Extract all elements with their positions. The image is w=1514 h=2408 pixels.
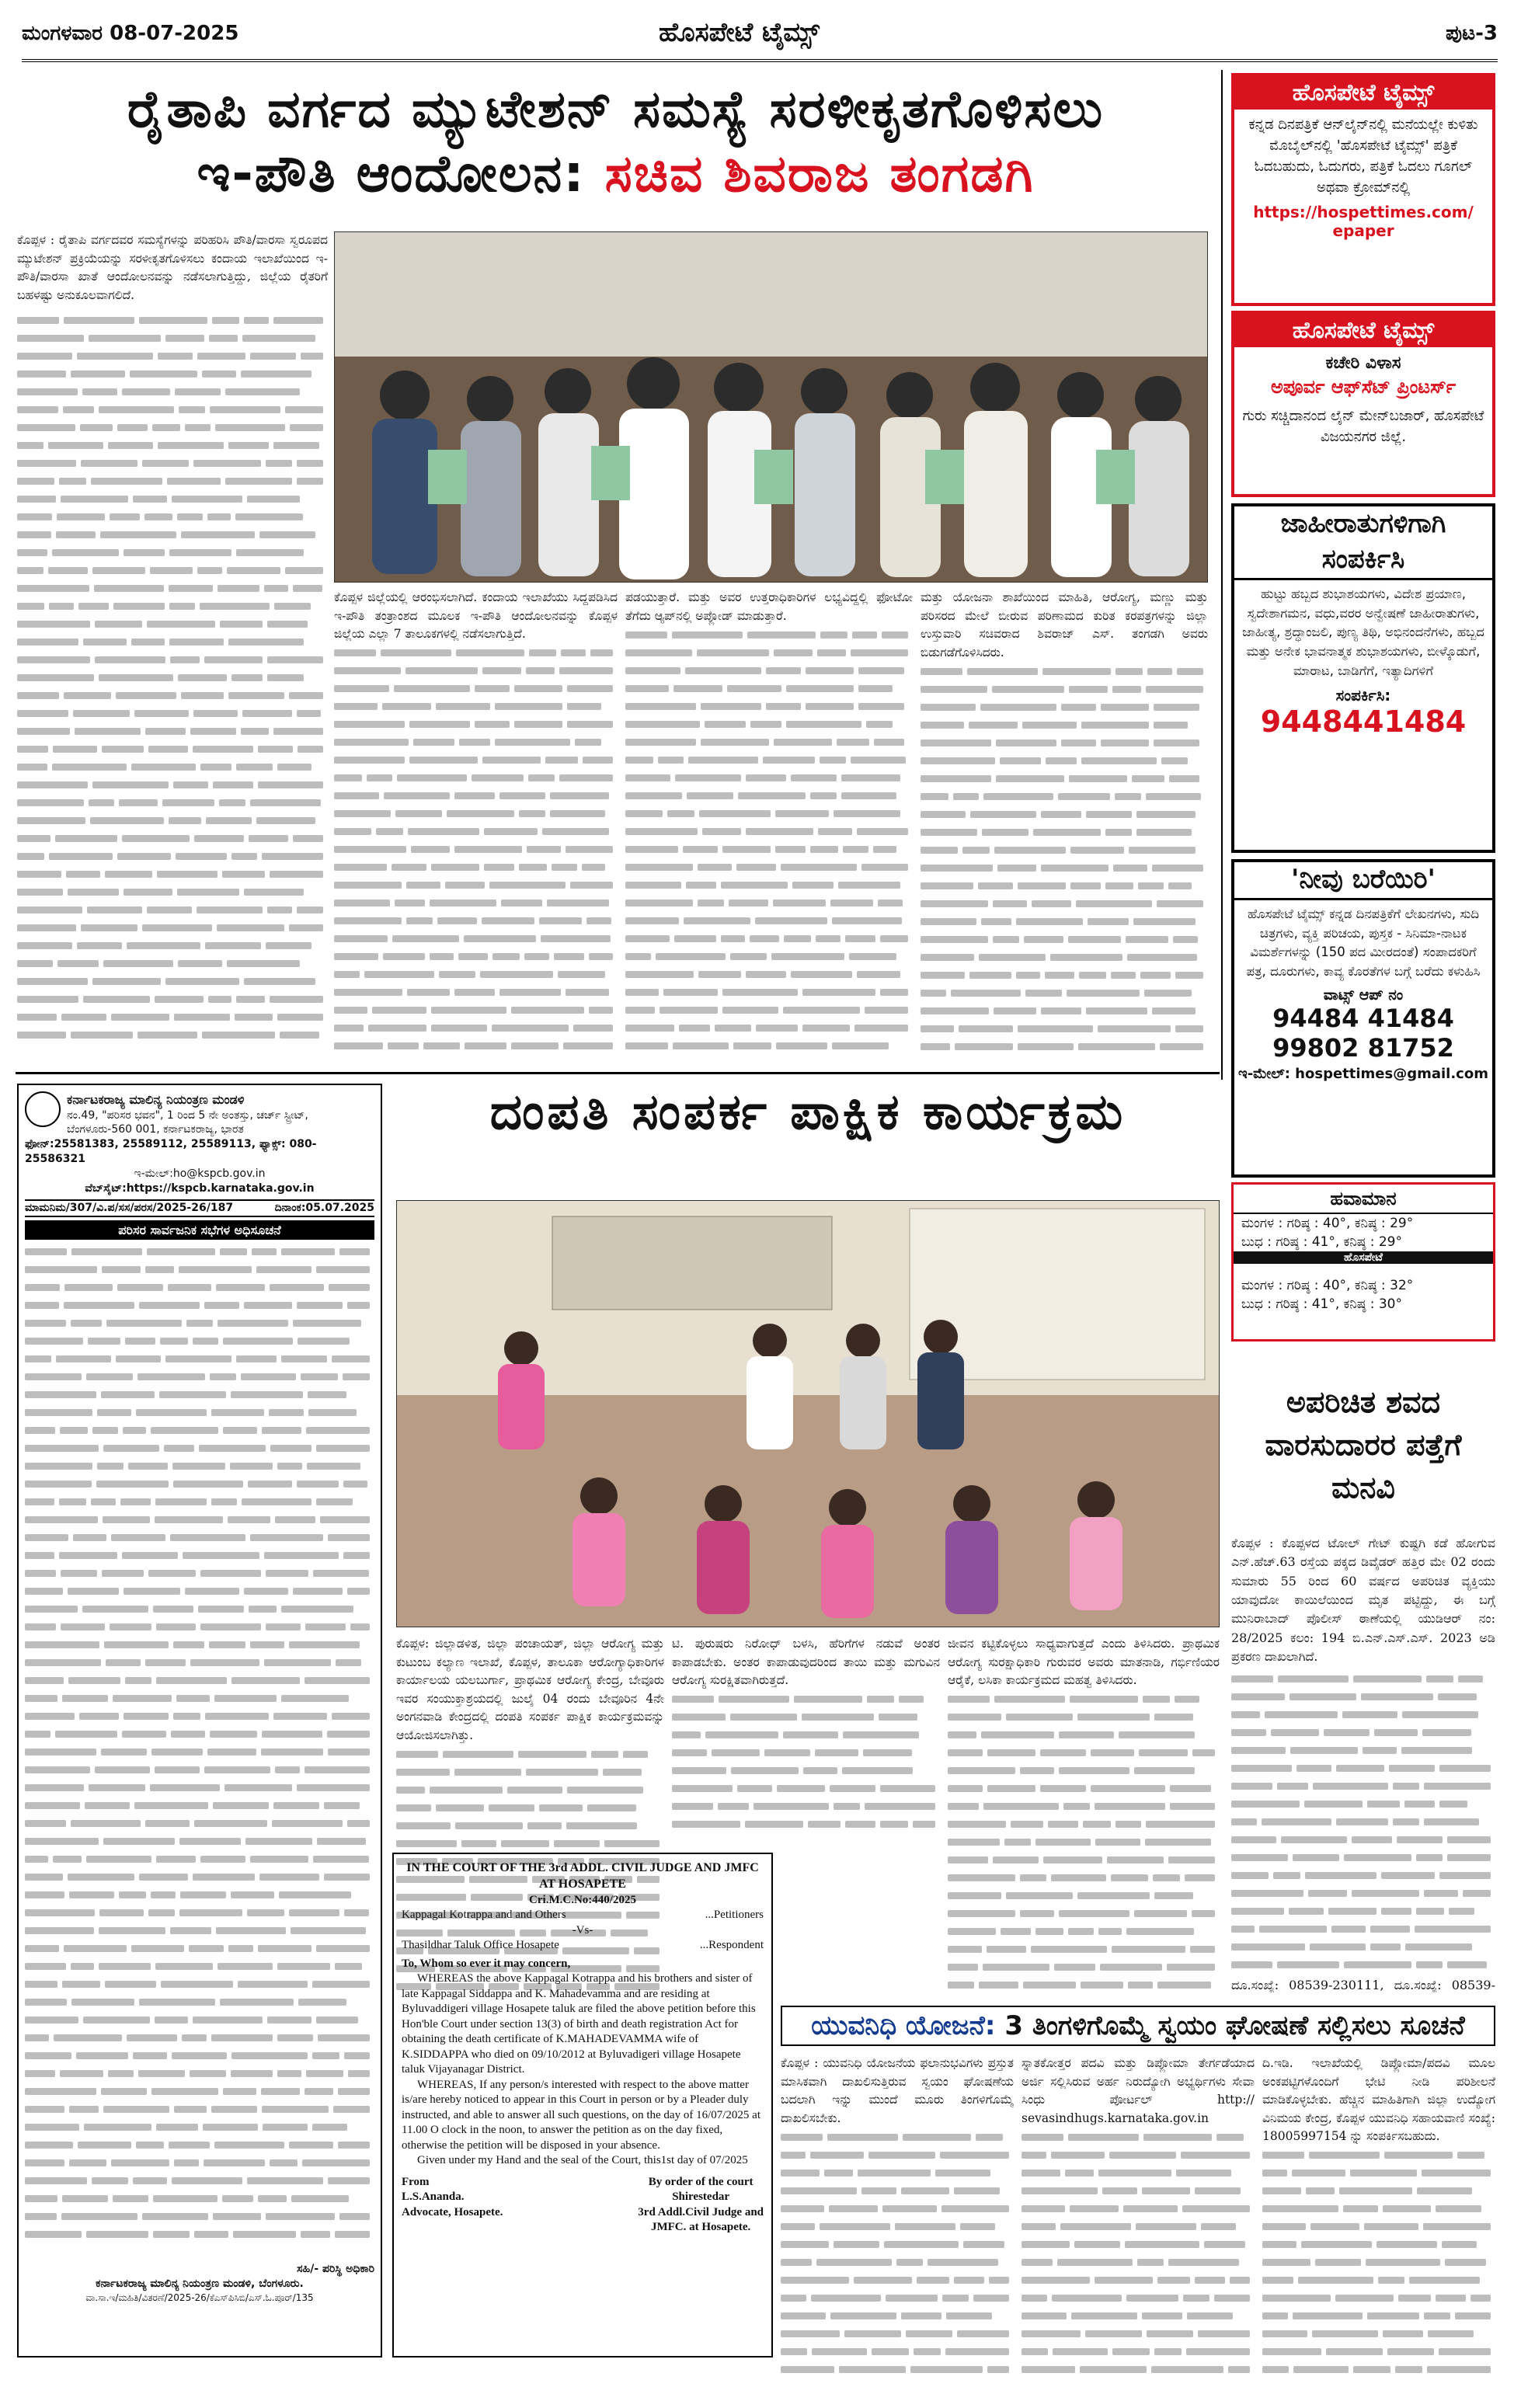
ads-phone[interactable]: 9448441484: [1260, 704, 1467, 739]
epaper-link-1[interactable]: https://hospettimes.com/: [1253, 203, 1474, 221]
whatsapp-label: ವಾಟ್ಸ್ ಆಪ್ ನಂ: [1323, 986, 1404, 1004]
printer-name: ಅಪೂರ್ವ ಆಫ್‌ಸೆಟ್ ಪ್ರಿಂಟರ್ಸ್: [1270, 376, 1457, 398]
epaper-box-text: ಕನ್ನಡ ದಿನಪತ್ರಿಕೆ ಆನ್‌ಲೈನ್‌ನಲ್ಲಿ ಮನೆಯಲ್ಲೇ ಕುಳಿತು ಮೊಬೈಲ್‌ನಲ್ಲಿ 'ಹೊಸಪೇಟೆ ಟೈಮ್ಸ್' ಪತ್ರಿಕೆ ಓದಬಹುದು, ಓದುಗರು, ಪತ್ರಿಕೆ ಓದಲು ಗೂಗಲ್ ಅಥವಾ ಕ್ರೋಮ್‌ನಲ್ಲಿ: [1248, 117, 1478, 196]
lead-headline-part-a: ಇ-ಪೌತಿ ಆಂದೋಲನ:: [197, 143, 586, 204]
ads-text: ಹುಟ್ಟು ಹಬ್ಬದ ಶುಭಾಶಯಗಳು, ವಿದೇಶ ಪ್ರಯಾಣ, ಸ್ವದೇಶಾಗಮನ, ವಧು,ವರರ ಅನ್ವೇಷಣೆ ಜಾಹೀರಾತುಗಳು, ಜಾಹೀತ್ಯ, ಶ್ರದ್ಧಾಂಜಲಿ, ಪುಣ್ಯ ತಿಥಿ, ಅಭಿನಂದನೆಗಳು, ಹಬ್ಬದ ಮತ್ತು ಅನೇಕ ಭಾವನಾತ್ಮಕ ಶುಭಾಶಯಗಳು, ಬೀಳ್ಕೊಡುಗೆ, ಮಾರಾಟ, ಬಾಡಿಗೆಗೆ, ಇತ್ಯಾದಿಗಳಿಗೆ: [1242, 586, 1484, 678]
kspcb-date: ದಿನಾಂಕ:05.07.2025: [274, 1201, 374, 1214]
third-col-1-text: ಕೊಪ್ಪಳ : ಯುವನಿಧಿ ಯೋಜನೆಯ ಫಲಾನುಭವಿಗಳು ಪ್ರಸ್ತುತ ಮಾಸಿಕವಾಗಿ ದಾಖಲಿಸುತ್ತಿರುವ ಸ್ವಯಂ ಘೋಷಣೆಯ ಬದಲಾಗಿ ಇನ್ನು ಮುಂದೆ ಮೂರು ತಿಂಗಳಿಗೊಮ್ಮೆ ದಾಖಲಿಸಬೇಕು.: [781, 2056, 1014, 2125]
kspcb-ref: ಮಾಮನಿಮ/307/ವಿ.ಪ/ಸಸ/ಪರಸ/2025-26/187: [25, 1201, 234, 1214]
lead-col-4: [921, 589, 1208, 1063]
lead-col-4-filler: [921, 662, 1208, 1055]
office-address: ಗುರು ಸಚ್ಚಿದಾನಂದ ಲೈನ್ ಮೇನ್‌ಬಜಾರ್, ಹೊಸಪೇಟೆ ವಿಜಯನಗರ ಜಿಲ್ಲೆ.: [1242, 408, 1484, 445]
write-box: [1231, 859, 1495, 1178]
court-party-1: Kappagal Kotrappa and and Others: [402, 1909, 566, 1922]
lead-col-3-text: ಪಡಯುತ್ತಾರೆ. ಮತ್ತು ಅವರ ಉತ್ತರಾಧಿಕಾರಿಗಳ ಲಭ್ಯವಿದ್ದಲ್ಲಿ ಫೋಟೋ ತೆಗೆದು ಆ್ಯಪ್‌ನಲ್ಲಿ ಅಪ್ಲೋಡ್ ಮಾಡುತ್ತಾರೆ.: [625, 590, 913, 623]
kspcb-address: ನಂ.49, "ಪರಿಸರ ಭವನ", 1 ರಿಂದ 5 ನೇ ಅಂತಸ್ತು, ಚರ್ಚ್ ಸ್ಟ್ರೀಟ್, ಬೆಂಗಳೂರು-560 001, ಕರ್ನಾಟಕರಾಜ್ಯ, ಭಾರತ: [67, 1108, 308, 1136]
kspcb-footer-org: ಕರ್ನಾಟಕರಾಜ್ಯ ಮಾಲಿನ್ಯ ನಿಯಂತ್ರಣ ಮಂಡಳಿ, ಬೆಂಗಳೂರು.: [96, 2278, 304, 2291]
office-label: ಕಚೇರಿ ವಿಳಾಸ: [1325, 353, 1401, 373]
second-headline: ದಂಪತಿ ಸಂಪರ್ಕ ಪಾಕ್ಷಿಕ ಕಾರ್ಯಕ್ರಮ: [489, 1084, 1126, 1141]
ads-box: [1231, 503, 1495, 853]
kspcb-sign: ಸಹಿ/- ಪರಿಸ್ಥಿ ಅಧಿಕಾರಿ: [297, 2263, 374, 2276]
page-number: ಪುಟ-3: [1445, 22, 1498, 45]
third-col-2-text: ಸ್ನಾತಕೋತ್ತರ ಪದವಿ ಮತ್ತು ಡಿಪ್ಲೋಮಾ ತೇರ್ಗಡೆಯಾದ ಅರ್ಜಿ ಸಲ್ಲಿಸಿರುವ ಅರ್ಹ ನಿರುದ್ಯೋಗಿ ಅಭ್ಯರ್ಥಿಗಳು ಸೇವಾ ಸಿಂಧು ಪೋರ್ಟಲ್ http:// sevasindhugs.karnataka.gov.in: [1022, 2056, 1255, 2125]
court-body-1: WHEREAS the above Kappagal Kotrappa and his brothers and sister of late Kappagal Siddappa and K. Mahadevamma and are residing at Byluvaddigeri village Hosapete taluk are filed the above petition before this Hon'ble Court under section 13(3) of birth and death registration Act for obtaining the death certificate of K.MAHADEVAMMA wife of K.SIDDAPPA who died on 09/10/2012 at Byluvadigeri village Hosapete taluk Vijayanagar District.: [402, 1972, 756, 2076]
court-party-2-role: ...Respondent: [699, 1939, 764, 1952]
side-story-headline: ಅಪರಿಚಿತ ಶವದ ವಾರಸುದಾರರ ಪತ್ತೆಗೆ ಮನವಿ: [1265, 1385, 1462, 1505]
epaper-box-title: ಹೊಸಪೇಟೆ ಟೈಮ್ಸ್: [1234, 76, 1492, 110]
kspcb-phone: ಫೋನ್:25581383, 25589112, 25589113, ಫ್ಯಾಕ್ಸ್: 080-25586321: [25, 1138, 317, 1166]
court-title: IN THE COURT OF THE 3rd ADDL. CIVIL JUDGE AND JMFC AT HOSAPETE: [406, 1861, 759, 1891]
lead-col-4-text: ಮತ್ತು ಯೋಜನಾ ಶಾಖೆಯಿಂದ ಮಾಹಿತಿ, ಆರೋಗ್ಯ, ಮಣ್ಣು ಮತ್ತು ಪರಿಸರದ ಮೇಲೆ ಬೀರುವ ಪರಿಣಾಮದ ಕುರಿತ ಕರಪತ್ರಗಳನ್ನು ಜಿಲ್ಲಾ ಉಸ್ತುವಾರಿ ಸಚಿವರಾದ ಶಿವರಾಜ್ ಎಸ್. ತಂಗಡಗಿ ಅವರು ಬಿಡುಗಡೆಗೊಳಿಸಿದರು.: [921, 590, 1208, 659]
court-party-2-row: [402, 1938, 764, 1954]
write-email[interactable]: ಇ-ಮೇಲ್: hospettimes@gmail.com: [1238, 1065, 1488, 1082]
lead-col-1: [17, 231, 328, 1063]
kspcb-header: [25, 1091, 374, 1137]
lead-photo: [334, 231, 1208, 583]
court-advocate-name: L.S.Ananda.: [402, 2191, 465, 2204]
lead-headline: [16, 78, 1216, 206]
kspcb-footer-ref: ವಾ.ಸಾ.ಇ/ಮಹಿತಿ/ವಿತರಣೆ/2025-26/ಕೆಎಸ್‌ಪಿಸಿಬಿ/ಎಸ್.ಓ.ಪೂರ್/135: [85, 2292, 314, 2304]
write-phone-1[interactable]: 94484 41484: [1272, 1003, 1454, 1033]
lead-col-1-filler: [17, 311, 328, 1043]
court-footer: [402, 2175, 764, 2236]
court-to: To, Whom so ever it may concern,: [402, 1957, 571, 1970]
court-order-block: [638, 2175, 764, 2236]
sidebar-divider: [1221, 70, 1223, 1080]
kspcb-org: ಕರ್ನಾಟಕರಾಜ್ಯ ಮಾಲಿನ್ಯ ನಿಯಂತ್ರಣ ಮಂಡಳಿ: [67, 1092, 245, 1107]
second-photo: [396, 1200, 1220, 1627]
lead-dateline: ಕೊಪ್ಪಳ : ರೈತಾಪಿ ವರ್ಗದವರ ಸಮಸ್ಯೆಗಳನ್ನು ಪರಿಹರಿಸಿ ಪೌತಿ/ವಾರಸಾ ಸ್ವರೂಪದ ಮ್ಯುಟೇಶನ್ ಪ್ರಕ್ರಿಯೆಯನ್ನು ಸರಳೀಕೃತಗೊಳಿಸಲು ಕಂದಾಯ ಇಲಾಖೆಯಿಂದ ಇ-ಪೌತಿ/ವಾರಸಾ ಖಾತೆ ಆಂದೋಲನವನ್ನು ನಡೆಸಲಾಗುತ್ತಿದ್ದು, ಜಿಲ್ಲೆಯ ರೈತರಿಗೆ ಬಹಳಷ್ಟು ಅನುಕೂಲವಾಗಲಿದೆ.: [17, 233, 328, 302]
court-party-1-role: ...Petitioners: [705, 1909, 764, 1922]
third-col-3-filler: [1262, 2146, 1495, 2378]
court-party-1-row: [402, 1908, 764, 1923]
lead-divider: [16, 1072, 1220, 1074]
lead-col-3: [625, 589, 913, 1063]
write-phone-2[interactable]: 99802 81752: [1272, 1032, 1454, 1063]
side-story-text: ಕೊಪ್ಪಳ : ಕೊಪ್ಪಳದ ಟೋಲ್ ಗೇಟ್ ಕುಷ್ಟಗಿ ಕಡೆ ಹೋಗುವ ಎನ್.ಹೆಚ್.63 ರಸ್ತೆಯ ಪಕ್ಕದ ಡಿವೈಡರ್ ಹತ್ತಿರ ಮೇ 02 ರಂದು ಸುಮಾರು 55 ರಿಂದ 60 ವರ್ಷದ ಅಪರಿಚಿತ ವ್ಯಕ್ತಿಯು ಯಾವುದೋ ಕಾಯಿಲೆಯಿಂದ ಮೃತ ಪಟ್ಟಿದ್ದು, ಈ ಬಗ್ಗೆ ಮುನಿರಾಬಾದ್ ಪೊಲೀಸ್ ಠಾಣೆಯಲ್ಲಿ ಯುಡಿಆರ್ ನಂ: 28/2025 ಕಲಂ: 194 ಬಿ.ಎನ್.ಎಸ್.ಎಸ್. 2023 ಅಡಿ ಪ್ರಕರಣ ದಾಖಲಾಗಿದೆ.: [1231, 1536, 1495, 1664]
lead-col-2: [334, 589, 618, 1063]
office-box-title: ಹೊಸಪೇಟೆ ಟೈಮ್ಸ್: [1234, 314, 1492, 347]
third-col-2-filler: [1022, 2128, 1255, 2378]
write-text: ಹೊಸಪೇಟೆ ಟೈಮ್ಸ್ ಕನ್ನಡ ದಿನಪತ್ರಿಕೆಗೆ ಲೇಖನಗಳು, ಸುದಿ ಚಿತ್ರಗಳು, ವ್ಯಕ್ತಿ ಪರಿಚಯ, ಪುಸ್ತಕ - ಸಿನಿಮಾ-ನಾಟಕ ವಿಮರ್ಶೆಗಳನ್ನು (150 ಪದ ಮೀರದಂತೆ) ಸಂಪಾದಕರಿಗೆ ಪತ್ರ, ದೂರುಗಳು, ಕಾವ್ಯ ಕೊರತೆಗಳ ಬಗ್ಗೆ ಬರೆದು ಕಳುಹಿಸಿ: [1246, 906, 1481, 980]
court-case: Cri.M.C.No:440/2025: [529, 1893, 636, 1906]
court-notice: [392, 1853, 773, 2358]
masthead-date: ಮಂಗಳವಾರ 08-07-2025: [22, 22, 239, 45]
second-col-3-text: ಜೀವನ ಕಟ್ಟಿಕೊಳ್ಳಲು ಸಾಧ್ಯವಾಗುತ್ತದೆ ಎಂದು ತಿಳಿಸಿದರು. ಪ್ರಾಥಮಿಕ ಆರೋಗ್ಯ ಸುರಕ್ಷಾಧಿಕಾರಿ ಗುರುವರ ಅವರು ಮಾತನಾಡಿ, ಗರ್ಭಿಣಿಯರ ಆರೈಕೆ, ಲಸಿಕಾ ಕಾರ್ಯಕ್ರಮದ ಮಹತ್ವ ತಿಳಿಸಿದರು.: [948, 1637, 1220, 1688]
paper-name: ಹೊಸಪೇಟೆ ಟೈಮ್ಸ್: [659, 17, 820, 48]
second-col-2-filler: [672, 1690, 940, 1833]
side-story-filler: [1231, 1669, 1495, 1973]
lead-photo-people: [335, 232, 1208, 583]
weather-row-1: ಮಂಗಳ : ಗರಿಷ್ಠ : 40°, ಕನಿಷ್ಠ : 29°: [1241, 1216, 1414, 1231]
weather-city: ಹೊಸಪೇಟೆ: [1234, 1251, 1493, 1264]
masthead: [22, 17, 1498, 62]
lead-col-3-filler: [625, 625, 913, 1054]
third-col-2: [1022, 2055, 1255, 2396]
kspcb-logo-icon: [25, 1091, 61, 1127]
epaper-link-2[interactable]: epaper: [1332, 221, 1394, 240]
court-order: By order of the court: [648, 2175, 754, 2188]
third-col-3-text: ದಿ.ಇಡಿ. ಇಲಾಖೆಯಲ್ಲಿ ಡಿಪ್ಲೋಮಾ/ಪದವಿ ಮೂಲ ಅಂಕಪಟ್ಟಿಗಳೊಂದಿಗೆ ಭೇಟಿ ನೀಡಿ ಪರಿಶೀಲನೆ ಮಾಡಿಕೊಳ್ಳಬೇಕು. ಹೆಚ್ಚಿನ ಮಾಹಿತಿಗಾಗಿ ಜಿಲ್ಲಾ ಉದ್ಯೋಗ ವಿನಿಮಯ ಕೇಂದ್ರ, ಕೊಪ್ಪಳ ಯುವನಿಧಿ ಸಹಾಯವಾಣಿ ಸಂಖ್ಯೆ: 18005997154 ನ್ನು ಸಂಪರ್ಕಿಸಬಹುದು.: [1262, 2056, 1495, 2144]
kspcb-email[interactable]: ಇ-ಮೇಲ್:ho@kspcb.gov.in: [134, 1167, 266, 1181]
second-col-2: [672, 1635, 940, 1845]
third-col-3: [1262, 2055, 1495, 2396]
court-party-2: Thasildhar Taluk Office Hosapete: [402, 1939, 559, 1952]
lead-col-2-filler: [334, 644, 618, 1055]
office-box: [1231, 311, 1495, 497]
court-shirestedar: Shirestedar: [672, 2191, 730, 2204]
weather-box: [1231, 1182, 1495, 1341]
court-advocate-place: Advocate, Hosapete.: [402, 2205, 503, 2218]
write-title: 'ನೀವು ಬರೆಯಿರಿ': [1234, 862, 1492, 900]
epaper-box: [1231, 73, 1495, 306]
third-headline-part-b: 3 ತಿಂಗಳಿಗೊಮ್ಮೆ ಸ್ವಯಂ ಘೋಷಣೆ ಸಲ್ಲಿಸಲು ಸೂಚನೆ: [1004, 2010, 1465, 2041]
kspcb-notice: [17, 1084, 382, 2358]
court-body-2: WHEREAS, If any person/s interested with respect to the above matter is/are hereby noticed to appear in this Court in person or by a Pleader duly instructed, and able to answer all such questions, on the day of 16/07/2025 at 11.00 O clock in the noon, to answer the petition as on the day fixed, otherwise the petition will be disposed in your absence.: [402, 2078, 760, 2152]
second-photo-scene: [397, 1201, 1220, 1627]
court-body-3: Given under my Hand and the seal of the Court, this1st day of 07/2025: [417, 2154, 748, 2167]
third-col-1: [781, 2055, 1014, 2396]
weather-title: ಹವಾಮಾನ: [1234, 1185, 1493, 1214]
court-vs: -Vs-: [572, 1923, 593, 1936]
lead-headline-part-b: ಸಚಿವ ಶಿವರಾಜ ತಂಗಡಗಿ: [604, 143, 1035, 204]
court-judge: 3rd Addl.Civil Judge and: [638, 2205, 764, 2218]
kspcb-body-filler: [25, 1244, 374, 2262]
court-from: From: [402, 2175, 430, 2188]
kspcb-ref-row: [25, 1199, 374, 1217]
court-from-block: [402, 2175, 503, 2236]
lead-headline-line1: ರೈತಾಪಿ ವರ್ಗದ ಮ್ಯುಟೇಶನ್ ಸಮಸ್ಯೆ ಸರಳೀಕೃತಗೊಳಿಸಲು: [127, 79, 1105, 139]
weather-row-4: ಬುಧ : ಗರಿಷ್ಠ : 41°, ಕನಿಷ್ಠ : 30°: [1241, 1296, 1402, 1312]
lead-headline-line2: [16, 142, 1216, 207]
second-col-1-text: ಕೊಪ್ಪಳ: ಜಿಲ್ಲಾಡಳಿತ, ಜಿಲ್ಲಾ ಪಂಚಾಯತ್, ಜಿಲ್ಲಾ ಆರೋಗ್ಯ ಮತ್ತು ಕುಟುಂಬ ಕಲ್ಯಾಣ ಇಲಾಖೆ, ಕೊಪ್ಪಳ, ತಾಲೂಕಾ ಆರೋಗ್ಯಾಧಿಕಾರಿಗಳ ಕಾರ್ಯಾಲಯ ಯಲಬುರ್ಗಾ, ಪ್ರಾಥಮಿಕ ಆರೋಗ್ಯ ಕೇಂದ್ರ, ಬೇವೂರು ಇವರ ಸಂಯುಕ್ತಾಶ್ರಯದಲ್ಲಿ ಜುಲೈ 04 ರಂದು ಬೇವೂರಿನ 4ನೇ ಅಂಗನವಾಡಿ ಕೇಂದ್ರದಲ್ಲಿ ದಂಪತಿ ಸಂಪರ್ಕ ಪಾಕ್ಷಿಕ ಕಾರ್ಯಕ್ರಮವನ್ನು ಆಯೋಜಿಸಲಾಗಿತ್ತು.: [396, 1637, 664, 1742]
ads-title-2: ಸಂಪರ್ಕಿಸಿ: [1234, 542, 1492, 580]
third-headline-part-a: ಯುವನಿಧಿ ಯೋಜನೆ:: [811, 2010, 996, 2041]
kspcb-website[interactable]: ವೆಬ್‌ಸೈಟ್:https://kspcb.karnataka.gov.in: [85, 1182, 315, 1195]
kspcb-title: ಪರಿಸರ ಸಾರ್ವಜನಿಕ ಸಭೆಗಳ ಅಧಿಸೂಚನೆ: [25, 1220, 374, 1241]
weather-row-2: ಬುಧ : ಗರಿಷ್ಠ : 41°, ಕನಿಷ್ಠ : 29°: [1241, 1234, 1402, 1250]
third-col-1-filler: [781, 2128, 1014, 2378]
side-story-phones: ದೂ.ಸಂಖ್ಯೆ: 08539-230111, ದೂ.ಸಂಖ್ಯೆ: 08539-: [1231, 1978, 1495, 1992]
third-headline: [781, 2006, 1495, 2046]
ads-title-1: ಜಾಹೀರಾತುಗಳಿಗಾಗಿ: [1280, 508, 1446, 539]
weather-row-3: ಮಂಗಳ : ಗರಿಷ್ಠ : 40°, ಕನಿಷ್ಠ : 32°: [1241, 1278, 1414, 1293]
second-col-3: [948, 1635, 1220, 2000]
lead-col-2-text: ಕೊಪ್ಪಳ ಜಿಲ್ಲೆಯಲ್ಲಿ ಆರಂಭಿಸಲಾಗಿದೆ. ಕಂದಾಯ ಇಲಾಖೆಯು ಸಿದ್ದಪಡಿಸಿದ ಇ-ಪೌತಿ ತಂತ್ರಾಂಶದ ಮೂಲಕ ಇ-ಪೌತಿ ಆಂದೋಲನವನ್ನು ಕೊಪ್ಪಳ ಜಿಲ್ಲೆಯ ಎಲ್ಲಾ 7 ತಾಲೂಕಗಳಲ್ಲಿ ನಡೆಸಲಾಗುತ್ತಿದೆ.: [334, 590, 618, 642]
second-col-3-filler: [948, 1690, 1220, 1994]
court-jmfc: JMFC. at Hosapete.: [650, 2221, 751, 2234]
side-story-body: [1231, 1534, 1495, 1992]
second-col-2-text: ಟಿ. ಪುರುಷರು ನಿರೋಧ್ ಬಳಸಿ, ಹೆರಿಗೆಗಳ ನಡುವೆ ಅಂತರ ಕಾಪಾಡಬೇಕು. ಅಂತರ ಕಾಪಾಡುವುದರಿಂದ ತಾಯಿ ಮತ್ತು ಮಗುವಿನ ಆರೋಗ್ಯ ಸುರಕ್ಷಿತವಾಗಿರುತ್ತದೆ.: [672, 1637, 940, 1688]
epaper-link[interactable]: [1234, 203, 1492, 240]
ads-contact: ಸಂಪರ್ಕಿಸಿ:: [1335, 685, 1391, 705]
